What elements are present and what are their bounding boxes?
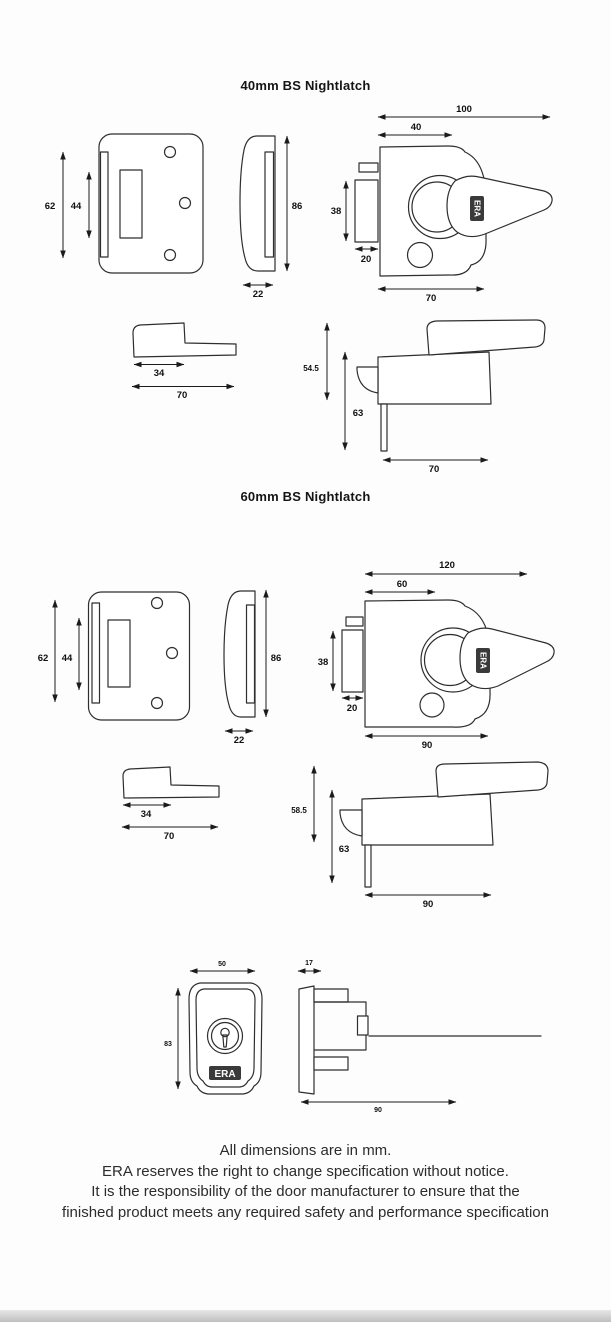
era-logo-text: ERA [472,200,482,217]
dim-label-case-top-height: 54.5 [303,364,319,373]
footer-line-responsibility-2: finished product meets any required safety and performance specification [62,1203,549,1221]
case-top-handle [436,762,548,797]
era-logo-text: ERA [478,652,488,669]
strike-plate-side-60 [224,590,281,746]
strike-plate-body [89,592,190,720]
dim-label-latch-throw: 34 [140,809,152,820]
strike-plate-side-40 [240,136,302,300]
lock-case-top-60 [291,762,548,910]
case-top-latch [340,810,362,836]
case-top-latch [357,367,378,393]
forend-plate [355,180,378,242]
mount-lug-bottom [314,1057,348,1070]
lock-case-top-40 [303,320,545,475]
strike-side-body [224,591,255,717]
cylinder-front-view [164,961,262,1094]
latch-profile-shape [123,767,219,798]
dim-label-latch-length: 70 [176,390,188,401]
dim-label-case-top-depth: 63 [338,844,350,855]
dim-label-backset: 40 [410,122,422,133]
case-top-body [362,794,493,845]
case-top-body [378,352,491,404]
case-top-forend [365,845,371,887]
dim-label-strike-side-height: 86 [291,201,303,212]
dim-label-case-top-width: 90 [422,899,434,910]
footer-line-responsibility-1: It is the responsibility of the door manufacturer to ensure that the [91,1183,520,1200]
dim-label-cyl-front-width: 50 [218,961,226,968]
strike-side-body [240,136,275,271]
dim-label-strike-slot-height: 44 [70,201,82,212]
cylinder-cam [358,1016,369,1035]
lock-case-front-40 [331,104,552,304]
dim-label-latch-throw: 34 [153,368,165,379]
lock-case-front-60 [318,560,554,751]
dim-label-overall-width: 100 [456,104,472,115]
dim-label-case-width: 70 [425,293,437,304]
section-title-40mm: 40mm BS Nightlatch [240,78,371,93]
latch-bolt-tab [359,163,378,172]
dim-label-latch-length: 70 [163,831,175,842]
case-top-handle [427,320,545,355]
latch-profile-shape [133,323,236,357]
dim-label-strike-height: 62 [37,653,49,664]
dim-label-overall-width: 120 [439,560,455,571]
escutcheon-side-plate [299,986,314,1094]
dim-label-forend-height: 38 [317,657,329,668]
dim-label-forend-width: 20 [360,254,372,265]
knob-handle [460,628,554,688]
dim-label-case-top-width: 70 [428,464,440,475]
latch-profile-60 [122,767,219,842]
footer-notes [0,1141,611,1223]
dim-label-cyl-side-depth: 17 [305,960,313,967]
dim-label-strike-side-depth: 22 [233,735,245,746]
footer-line-disclaimer: ERA reserves the right to change specification without notice. [102,1162,509,1180]
dim-label-strike-side-depth: 22 [252,289,264,300]
dim-label-strike-side-height: 86 [270,653,282,664]
dim-label-strike-height: 62 [44,201,56,212]
dim-label-forend-height: 38 [330,206,342,217]
era-logo-cylinder [209,1066,241,1080]
section-title-60mm: 60mm BS Nightlatch [240,489,371,504]
case-top-forend [381,404,387,451]
dim-label-case-top-depth: 63 [352,408,364,419]
cylinder-diagrams [164,960,541,1114]
mount-lug-top [314,989,348,1002]
cylinder-side-view [298,960,541,1114]
dim-label-case-top-height: 58.5 [291,806,307,815]
knob-handle [447,176,552,236]
nightlatch-60-diagrams [38,560,554,910]
strike-plate-body [99,134,203,273]
era-logo-knob-60 [476,648,490,673]
strike-plate-front-40 [45,134,203,273]
scan-edge-shadow [0,1310,611,1322]
dim-label-case-width: 90 [421,740,433,751]
era-logo-text: ERA [214,1069,236,1080]
dim-label-strike-slot-height: 44 [61,653,73,664]
latch-bolt-tab [346,617,363,626]
latch-profile-40 [132,323,236,401]
dim-label-cyl-front-height: 83 [164,1041,172,1048]
strike-plate-front-60 [38,592,190,720]
dim-label-cyl-side-length: 90 [374,1107,382,1114]
era-logo-knob-40 [470,196,484,221]
forend-plate [342,630,363,692]
nightlatch-40-diagrams [45,104,552,475]
footer-line-units: All dimensions are in mm. [219,1142,392,1159]
dim-label-backset: 60 [396,579,408,590]
dim-label-forend-width: 20 [346,703,358,714]
